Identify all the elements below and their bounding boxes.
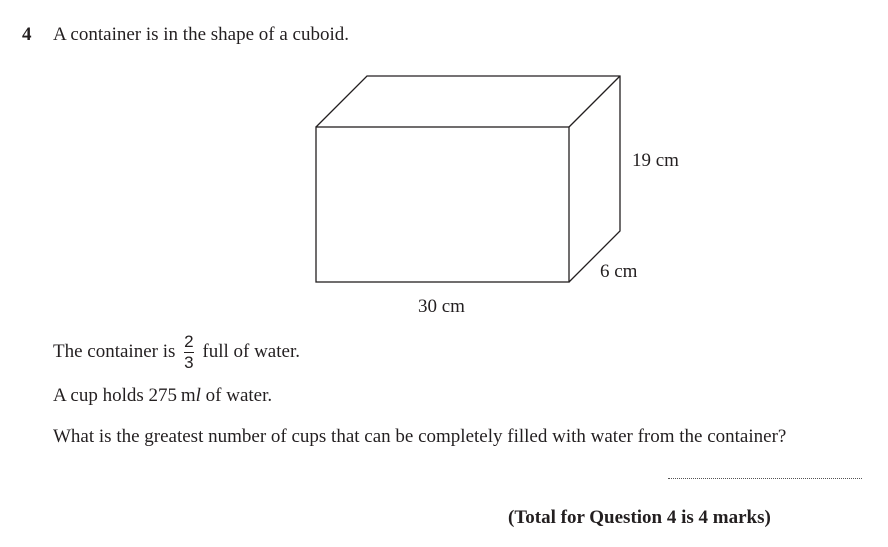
fraction-denominator: 3 bbox=[184, 353, 194, 372]
fill-text-after: full of water. bbox=[202, 340, 300, 362]
fraction-numerator: 2 bbox=[184, 332, 194, 351]
length-label: 30 cm bbox=[418, 296, 465, 317]
cuboid-top-right-edge bbox=[569, 76, 620, 127]
question-prompt: What is the greatest number of cups that can be completely filled with water from the container? bbox=[53, 426, 787, 447]
fill-fraction-line bbox=[53, 332, 300, 373]
depth-label: 6 cm bbox=[600, 261, 638, 282]
fraction bbox=[184, 332, 193, 373]
cup-text: A cup holds 275 m bbox=[53, 385, 196, 406]
total-marks: (Total for Question 4 is 4 marks) bbox=[508, 507, 771, 528]
fill-text-before: The container is bbox=[53, 340, 176, 362]
answer-line[interactable] bbox=[668, 478, 862, 479]
height-label: 19 cm bbox=[632, 150, 679, 171]
cup-text-end: of water. bbox=[200, 385, 273, 406]
cuboid-back-edges bbox=[316, 76, 620, 282]
question-intro: A container is in the shape of a cuboid. bbox=[53, 24, 350, 45]
cup-capacity-line bbox=[53, 385, 272, 407]
question-number: 4 bbox=[22, 24, 32, 45]
unit-litre-symbol: l bbox=[195, 385, 201, 406]
cuboid-front-face bbox=[316, 127, 569, 282]
